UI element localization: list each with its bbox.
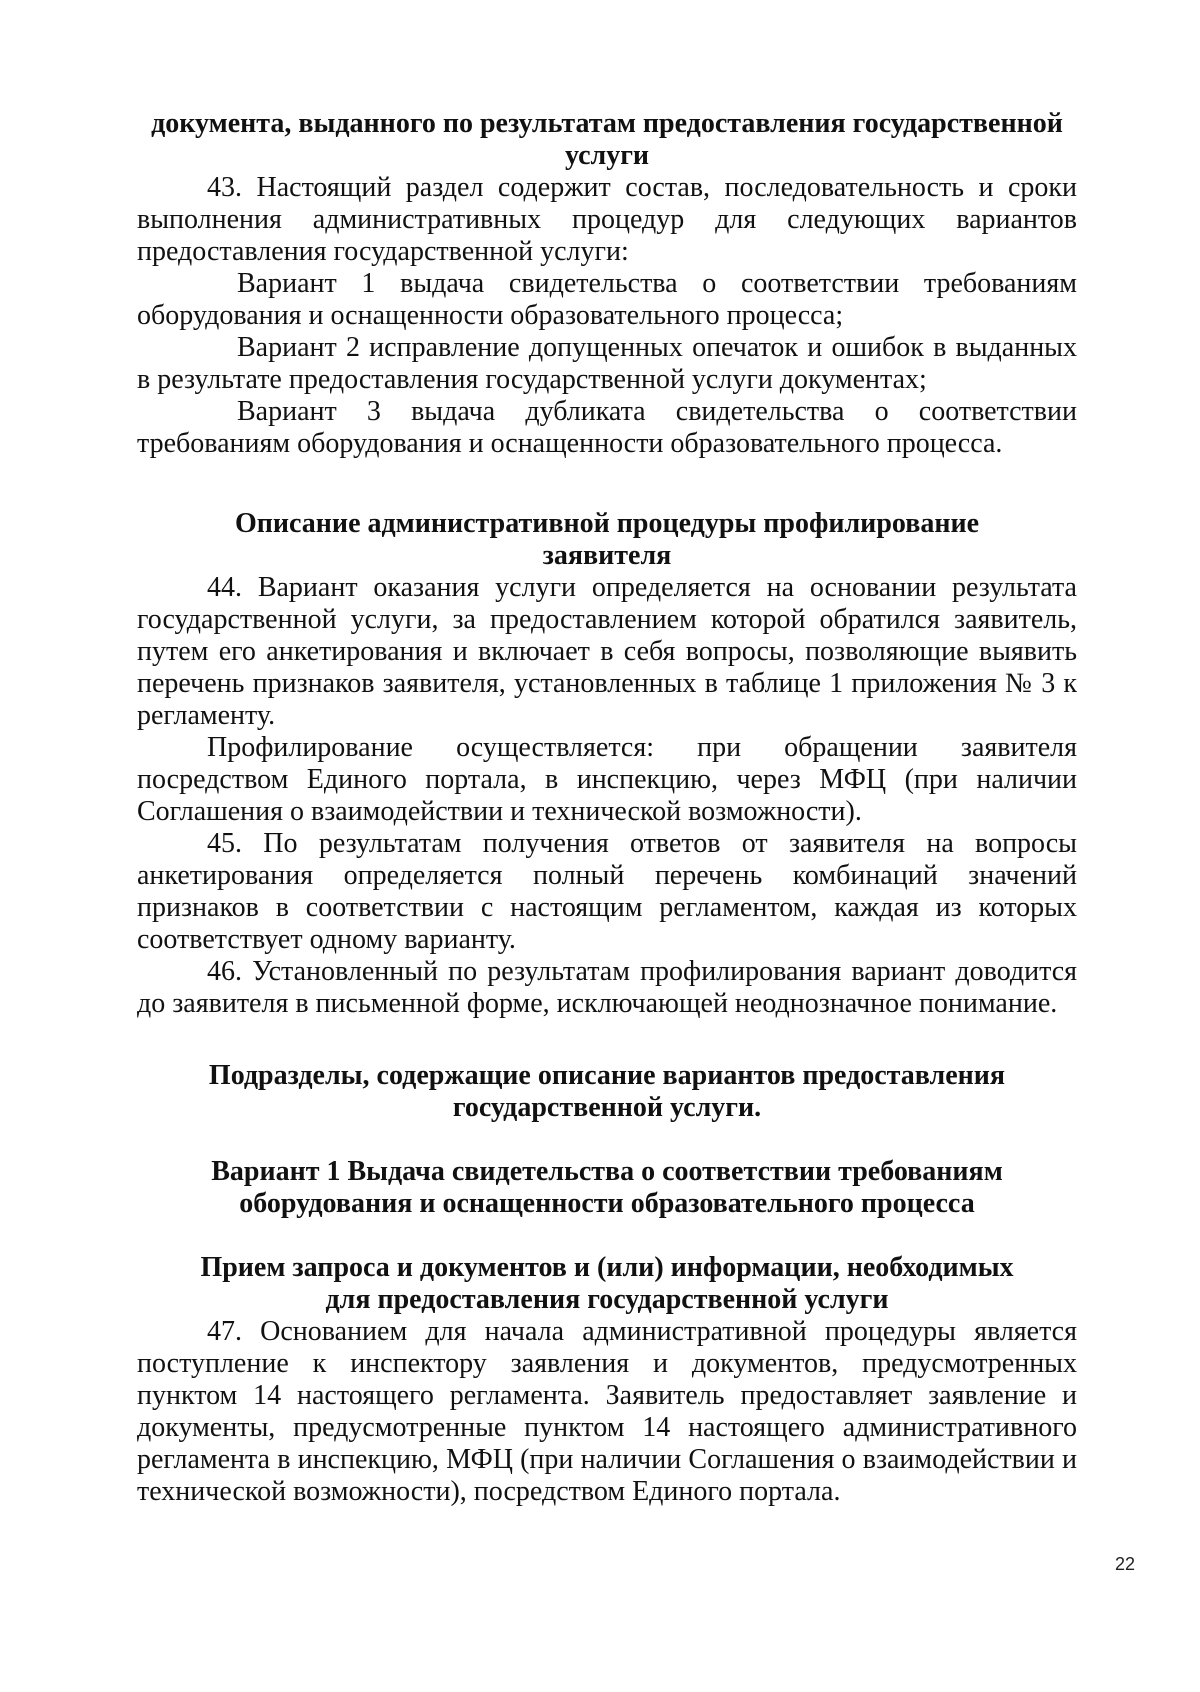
variant-1-section-title: Вариант 1 Выдача свидетельства о соответствии требованиям оборудования и оснащенности образовательного процесса [211, 1156, 1003, 1219]
reception-section-title: Прием запроса и документов и (или) информации, необходимых для предоставления государственной услуги [200, 1252, 1014, 1315]
subsections-section-title: Подразделы, содержащие описание вариантов предоставления государственной услуги. [208, 1060, 1006, 1123]
paragraph-46: 46. Установленный по результатам профилирования вариант доводится до заявителя в письменной форме, исключающей неоднозначное понимание. [137, 956, 1077, 1019]
variant-3-item: Вариант 3 выдача дубликата свидетельства о соответствии требованиям оборудования и оснащенности образовательного процесса. [137, 396, 1077, 459]
variant-2-item: Вариант 2 исправление допущенных опечаток и ошибок в выданных в результате предоставления государственной услуги документах; [137, 332, 1077, 395]
paragraph-44: 44. Вариант оказания услуги определяется на основании результата государственной услуги, за предоставлением которой обратился заявитель, путем его анкетирования и включает в себя вопросы, позволяющие выявить перечень признаков заявителя, установленных в таблице 1 приложения № 3 к регламенту. [137, 572, 1077, 731]
profiling-paragraph: Профилирование осуществляется: при обращении заявителя посредством Единого портала, в инспекцию, через МФЦ (при наличии Соглашения о взаимодействии и технической возможности). [137, 732, 1077, 827]
continued-section-title: документа, выданного по результатам предоставления государственной услуги [151, 108, 1063, 171]
spacer [137, 460, 1077, 508]
variant-1-item: Вариант 1 выдача свидетельства о соответствии требованиям оборудования и оснащенности образовательного процесса; [137, 268, 1077, 331]
document-content [137, 108, 1077, 1508]
spacer [137, 1124, 1077, 1156]
paragraph-47: 47. Основанием для начала административной процедуры является поступление к инспектору заявления и документов, предусмотренных пунктом 14 настоящего регламента. Заявитель предоставляет заявление и документы, предусмотренные пунктом 14 настоящего административного регламента в инспекцию, МФЦ (при наличии Соглашения о взаимодействии и технической возможности), посредством Единого портала. [137, 1316, 1077, 1507]
paragraph-45: 45. По результатам получения ответов от заявителя на вопросы анкетирования определяется полный перечень комбинаций значений признаков в соответствии с настоящим регламентом, каждая из которых соответствует одному варианту. [137, 828, 1077, 955]
page-number: 22 [1114, 1554, 1135, 1574]
profiling-section-title: Описание административной процедуры профилирование заявителя [234, 508, 980, 571]
spacer [137, 1220, 1077, 1252]
paragraph-43: 43. Настоящий раздел содержит состав, последовательность и сроки выполнения административных процедур для следующих вариантов предоставления государственной услуги: [137, 172, 1077, 267]
spacer [137, 1020, 1077, 1060]
